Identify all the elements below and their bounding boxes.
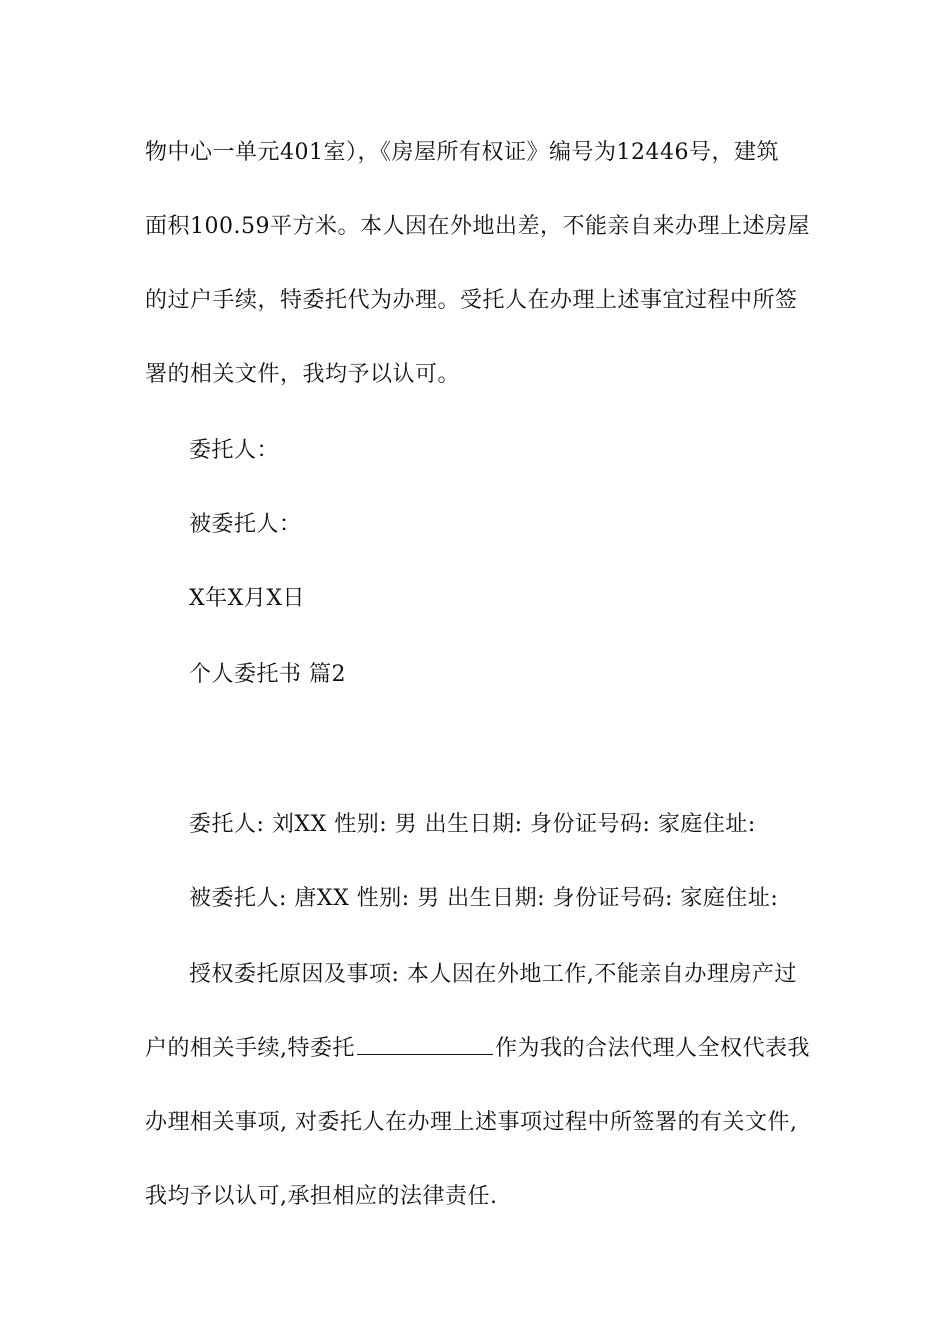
- paragraph-line: 办理相关事项, 对委托人在办理上述事项过程中所签署的有关文件,: [145, 1110, 798, 1135]
- paragraph-line: 我均予以认可,承担相应的法律责任.: [145, 1184, 498, 1209]
- paragraph-line: 物中心一单元401室），《房屋所有权证》编号为12446号，建筑: [145, 140, 779, 165]
- paragraph-line: 的过户手续，特委托代为办理。受托人在办理上述事宜过程中所签: [145, 288, 798, 313]
- principal-info-line: 委托人: 刘XX 性别: 男 出生日期: 身份证号码: 家庭住址:: [189, 812, 756, 837]
- signature-date: X年X月X日: [189, 586, 305, 611]
- section-heading: 个人委托书 篇2: [189, 662, 346, 687]
- paragraph-line: 授权委托原因及事项: 本人因在外地工作,不能亲自办理房产过: [189, 962, 797, 987]
- paragraph-text: 作为我的合法代理人全权代表我: [495, 1036, 811, 1061]
- paragraph-line-with-blank: [145, 1034, 810, 1064]
- agent-info-line: 被委托人: 唐XX 性别: 男 出生日期: 身份证号码: 家庭住址:: [189, 886, 779, 911]
- fill-in-blank: [357, 1034, 493, 1055]
- paragraph-text: 户的相关手续,特委托: [145, 1036, 355, 1061]
- agent-signature-label: 被委托人：: [189, 512, 302, 537]
- principal-signature-label: 委托人：: [189, 438, 280, 463]
- paragraph-line: 署的相关文件，我均予以认可。: [145, 362, 461, 387]
- paragraph-line: 面积100.59平方米。本人因在外地出差，不能亲自来办理上述房屋: [145, 214, 810, 239]
